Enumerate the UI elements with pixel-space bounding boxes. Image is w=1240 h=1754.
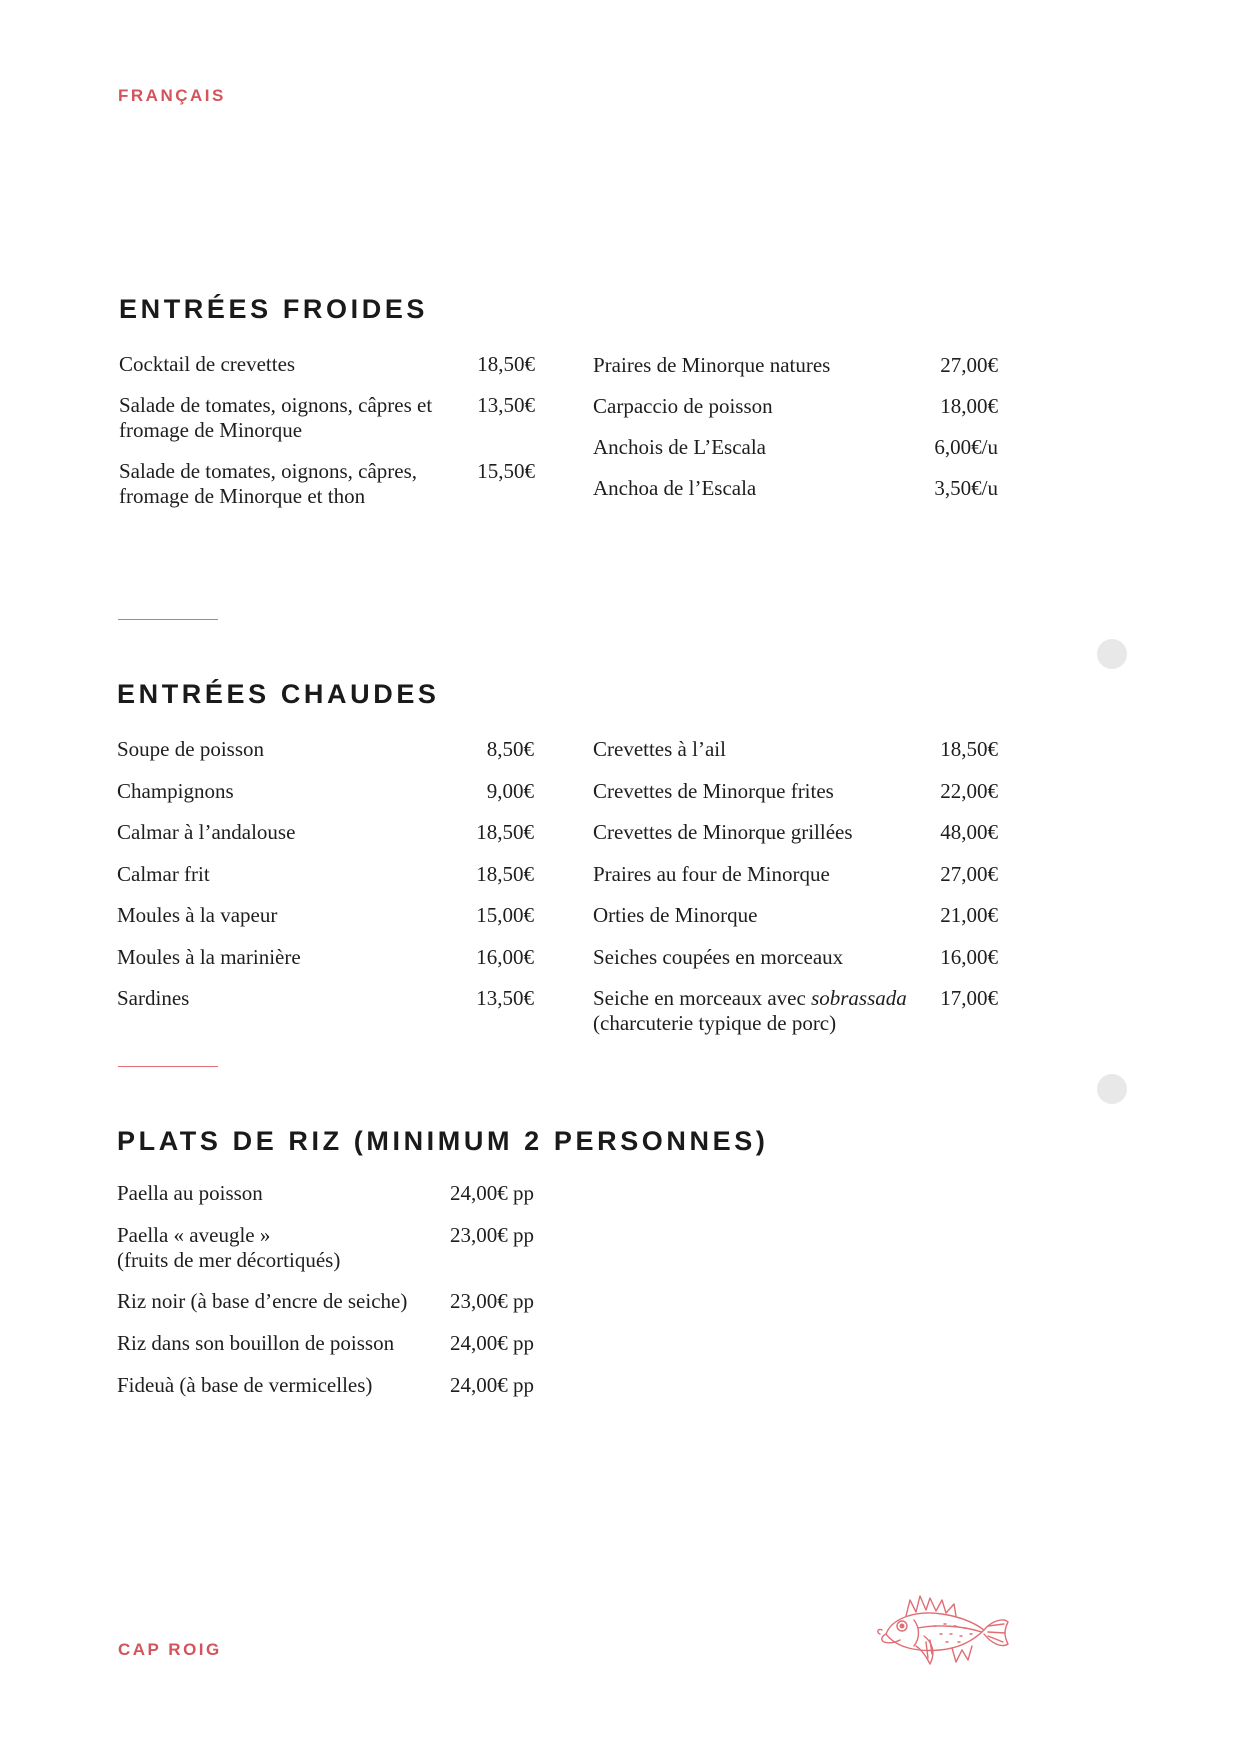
item-price: 15,50€	[477, 459, 535, 483]
decorative-dot	[1097, 1074, 1127, 1104]
item-name: Calmar frit	[117, 861, 210, 886]
item-price: 9,00€	[486, 778, 534, 803]
menu-item	[117, 986, 534, 1028]
menu-item	[117, 945, 534, 987]
menu-item	[117, 737, 534, 779]
item-price: 6,00€/u	[934, 435, 998, 459]
menu-item	[117, 862, 534, 904]
menu-item	[117, 1223, 534, 1289]
menu-item	[119, 393, 535, 459]
item-name: Salade de tomates, oignons, câpres et fromage de Minorque	[119, 393, 433, 442]
menu-item	[593, 945, 998, 987]
language-label: FRANÇAIS	[118, 86, 226, 105]
item-name: Calmar à l’andalouse	[117, 820, 296, 844]
item-price: 24,00€ pp	[450, 1181, 534, 1205]
item-price: 24,00€ pp	[450, 1331, 534, 1355]
item-name: Carpaccio de poisson	[593, 394, 773, 418]
menu-item	[593, 435, 998, 476]
scorpionfish-icon	[872, 1590, 1012, 1674]
menu-item	[593, 903, 998, 945]
menu-item	[117, 903, 534, 945]
item-price: 16,00€	[476, 944, 534, 969]
menu-item	[119, 352, 535, 393]
item-price: 18,50€	[476, 820, 534, 844]
menu-item	[593, 862, 998, 904]
item-name: Fideuà (à base de vermicelles)	[117, 1373, 373, 1397]
item-price: 24,00€ pp	[450, 1373, 534, 1397]
menu-item	[593, 394, 998, 435]
item-price: 18,50€	[940, 737, 998, 761]
item-name: Cocktail de crevettes	[119, 352, 296, 376]
menu-item	[593, 476, 998, 517]
item-price: 27,00€	[940, 861, 998, 886]
item-price: 13,50€	[476, 986, 534, 1010]
item-name: Champignons	[117, 778, 234, 803]
item-name-italic: sobrassada	[811, 986, 907, 1010]
item-price: 22,00€	[940, 778, 998, 803]
item-name: Crevettes de Minorque frites	[593, 778, 834, 803]
section-divider	[118, 619, 218, 620]
item-name: Paella au poisson	[117, 1181, 263, 1205]
item-name-note: (charcuterie typique de porc)	[593, 1011, 837, 1035]
item-price: 48,00€	[940, 820, 998, 844]
item-name-note: (fruits de mer décortiqués)	[117, 1248, 341, 1272]
menu-item	[593, 737, 998, 779]
item-price: 15,00€	[476, 903, 534, 927]
menu-item	[117, 1373, 534, 1415]
item-name: Riz noir (à base d’encre de seiche)	[117, 1289, 408, 1313]
item-name: Sardines	[117, 986, 190, 1010]
item-name: Riz dans son bouillon de poisson	[117, 1331, 395, 1355]
item-price: 13,50€	[477, 393, 535, 417]
section-title-plats-riz: PLATS DE RIZ (MINIMUM 2 PERSONNES)	[117, 1126, 769, 1156]
item-name: Crevettes de Minorque grillées	[593, 820, 853, 844]
decorative-dot	[1097, 639, 1127, 669]
menu-item	[593, 779, 998, 821]
section-title-entrees-chaudes: ENTRÉES CHAUDES	[117, 679, 440, 709]
item-price: 17,00€	[940, 986, 998, 1010]
menu-item	[117, 779, 534, 821]
item-price: 27,00€	[940, 353, 998, 377]
item-name: Praires au four de Minorque	[593, 861, 830, 886]
brand-footer: CAP ROIG	[118, 1640, 222, 1659]
item-name: Crevettes à l’ail	[593, 737, 726, 761]
plats-riz-column	[117, 1181, 534, 1415]
item-price: 18,50€	[476, 861, 534, 886]
item-name: Salade de tomates, oignons, câpres, fromage de Minorque et thon	[119, 459, 417, 508]
menu-item	[117, 1289, 534, 1331]
entrees-chaudes-left-column	[117, 737, 534, 1028]
item-name: Soupe de poisson	[117, 737, 264, 761]
item-name: Anchois de L’Escala	[593, 435, 767, 459]
menu-item	[593, 986, 998, 1036]
item-price: 16,00€	[940, 944, 998, 969]
menu-item	[117, 820, 534, 862]
menu-item	[119, 459, 535, 509]
item-name: Praires de Minorque natures	[593, 353, 831, 377]
item-price: 23,00€ pp	[450, 1223, 534, 1247]
item-price: 18,50€	[477, 352, 535, 376]
menu-item	[117, 1331, 534, 1373]
item-name: Seiches coupées en morceaux	[593, 944, 844, 969]
menu-item	[117, 1181, 534, 1223]
entrees-froides-right-column	[593, 353, 998, 517]
entrees-chaudes-right-column	[593, 737, 998, 1036]
entrees-froides-left-column	[119, 352, 535, 509]
item-name: Orties de Minorque	[593, 903, 758, 927]
item-name	[593, 986, 998, 1036]
menu-item	[593, 353, 998, 394]
menu-item	[593, 820, 998, 862]
item-name: Anchoa de l’Escala	[593, 476, 757, 500]
section-divider	[118, 1066, 218, 1067]
item-name-text: Seiche en morceaux avec	[593, 986, 812, 1010]
section-title-entrees-froides: ENTRÉES FROIDES	[119, 294, 429, 324]
item-price: 21,00€	[940, 903, 998, 927]
item-name-text: Paella « aveugle »	[117, 1223, 271, 1247]
item-price: 8,50€	[486, 737, 534, 761]
item-name: Moules à la vapeur	[117, 903, 278, 927]
item-price: 3,50€/u	[934, 476, 998, 500]
item-price: 18,00€	[940, 394, 998, 418]
item-name: Moules à la marinière	[117, 944, 301, 969]
item-price: 23,00€ pp	[450, 1289, 534, 1313]
